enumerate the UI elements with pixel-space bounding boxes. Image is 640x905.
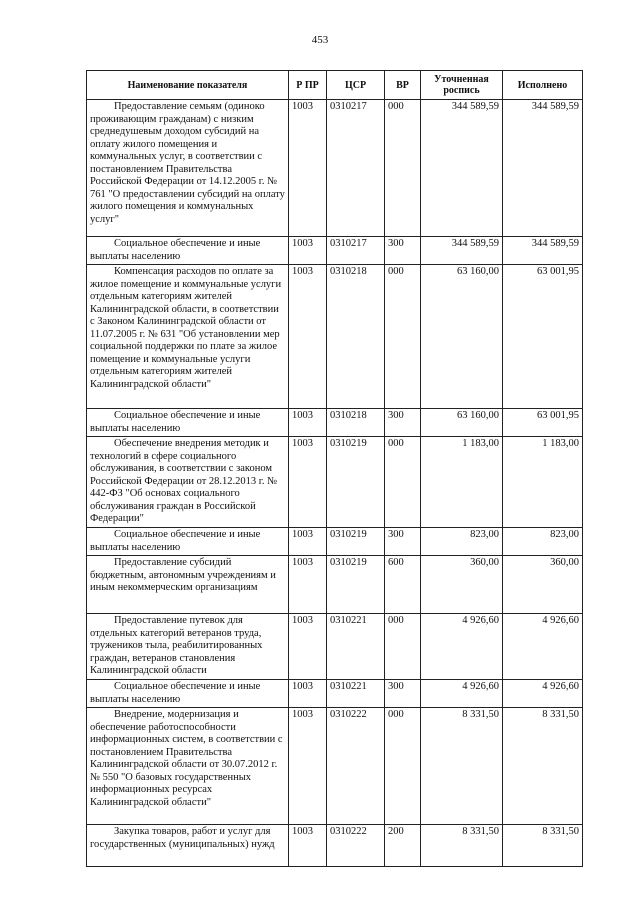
cell-csr: 0310219	[327, 556, 385, 614]
table-row	[87, 265, 583, 409]
header-plan: Уточненная роспись	[421, 71, 503, 100]
table-row	[87, 437, 583, 528]
cell-done: 1 183,00	[503, 437, 583, 528]
cell-rpr: 1003	[289, 708, 327, 825]
header-done: Исполнено	[503, 71, 583, 100]
cell-vr: 600	[385, 556, 421, 614]
cell-done: 8 331,50	[503, 825, 583, 867]
cell-done: 360,00	[503, 556, 583, 614]
cell-rpr: 1003	[289, 437, 327, 528]
table-row	[87, 528, 583, 556]
cell-done: 4 926,60	[503, 680, 583, 708]
cell-name: Предоставление семьям (одиноко проживающим гражданам) с низким среднедушевым доходом субсидий на оплату жилого помещения и коммунальных услуг, в соответствии с постановлением Правительства Российской Федерации от 14.12.2005 г. № 761 "О предоставлении субсидий на оплату жилого помещения и коммунальных услуг"	[87, 100, 289, 237]
cell-done: 63 001,95	[503, 265, 583, 409]
cell-csr: 0310218	[327, 409, 385, 437]
cell-vr: 000	[385, 614, 421, 680]
cell-csr: 0310221	[327, 680, 385, 708]
cell-vr: 300	[385, 528, 421, 556]
cell-plan: 823,00	[421, 528, 503, 556]
table-row	[87, 556, 583, 614]
cell-name: Социальное обеспечение и иные выплаты населению	[87, 237, 289, 265]
cell-rpr: 1003	[289, 556, 327, 614]
cell-vr: 300	[385, 680, 421, 708]
cell-plan: 8 331,50	[421, 708, 503, 825]
cell-rpr: 1003	[289, 265, 327, 409]
cell-done: 63 001,95	[503, 409, 583, 437]
cell-plan: 4 926,60	[421, 680, 503, 708]
cell-vr: 000	[385, 708, 421, 825]
table-header-row	[87, 71, 583, 100]
cell-plan: 1 183,00	[421, 437, 503, 528]
table-row	[87, 614, 583, 680]
cell-vr: 300	[385, 237, 421, 265]
header-rpr: Р ПР	[289, 71, 327, 100]
cell-name: Закупка товаров, работ и услуг для государственных (муниципальных) нужд	[87, 825, 289, 867]
cell-name: Обеспечение внедрения методик и технологий в сфере социального обслуживания, в соответствии с законом Российской Федерации от 28.12.2013 г. № 442-ФЗ "Об основах социального обслуживания граждан в Российской Федерации"	[87, 437, 289, 528]
cell-csr: 0310217	[327, 237, 385, 265]
cell-done: 344 589,59	[503, 237, 583, 265]
cell-csr: 0310222	[327, 825, 385, 867]
cell-plan: 4 926,60	[421, 614, 503, 680]
cell-name: Внедрение, модернизация и обеспечение работоспособности информационных систем, в соответствии с постановлением Правительства Калининградской области от 30.07.2012 г. № 550 "О базовых государственных информационных ресурсах Калининградской области"	[87, 708, 289, 825]
cell-rpr: 1003	[289, 409, 327, 437]
cell-rpr: 1003	[289, 680, 327, 708]
cell-plan: 8 331,50	[421, 825, 503, 867]
cell-name: Предоставление субсидий бюджетным, автономным учреждениям и иным некоммерческим организациям	[87, 556, 289, 614]
cell-plan: 344 589,59	[421, 237, 503, 265]
cell-done: 4 926,60	[503, 614, 583, 680]
table-row	[87, 409, 583, 437]
cell-plan: 63 160,00	[421, 409, 503, 437]
header-vr: ВР	[385, 71, 421, 100]
cell-done: 8 331,50	[503, 708, 583, 825]
cell-vr: 000	[385, 100, 421, 237]
cell-plan: 63 160,00	[421, 265, 503, 409]
cell-vr: 000	[385, 437, 421, 528]
cell-vr: 200	[385, 825, 421, 867]
header-csr: ЦСР	[327, 71, 385, 100]
cell-name: Социальное обеспечение и иные выплаты населению	[87, 528, 289, 556]
table-row	[87, 100, 583, 237]
cell-rpr: 1003	[289, 100, 327, 237]
cell-rpr: 1003	[289, 614, 327, 680]
cell-name: Предоставление путевок для отдельных категорий ветеранов труда, тружеников тыла, реабилитированных граждан, ветеранов становления Калининградской области	[87, 614, 289, 680]
cell-done: 344 589,59	[503, 100, 583, 237]
header-name: Наименование показателя	[87, 71, 289, 100]
cell-done: 823,00	[503, 528, 583, 556]
cell-rpr: 1003	[289, 825, 327, 867]
cell-csr: 0310222	[327, 708, 385, 825]
cell-plan: 360,00	[421, 556, 503, 614]
cell-csr: 0310219	[327, 437, 385, 528]
cell-rpr: 1003	[289, 237, 327, 265]
cell-vr: 300	[385, 409, 421, 437]
table-row	[87, 825, 583, 867]
table-row	[87, 680, 583, 708]
cell-csr: 0310217	[327, 100, 385, 237]
cell-name: Компенсация расходов по оплате за жилое помещение и коммунальные услуги отдельным категориям жителей Калининградской области, в соответствии с Законом Калининградской области от 11.07.2005 г. № 631 "Об установлении мер социальной поддержки по плате за жилое помещение и коммунальные услуги отдельным категориям жителей Калининградской области"	[87, 265, 289, 409]
cell-csr: 0310219	[327, 528, 385, 556]
table-row	[87, 708, 583, 825]
cell-name: Социальное обеспечение и иные выплаты населению	[87, 680, 289, 708]
cell-name: Социальное обеспечение и иные выплаты населению	[87, 409, 289, 437]
cell-csr: 0310218	[327, 265, 385, 409]
cell-rpr: 1003	[289, 528, 327, 556]
cell-vr: 000	[385, 265, 421, 409]
budget-table	[86, 70, 583, 867]
cell-plan: 344 589,59	[421, 100, 503, 237]
table-row	[87, 237, 583, 265]
page-number: 453	[311, 34, 329, 46]
cell-csr: 0310221	[327, 614, 385, 680]
